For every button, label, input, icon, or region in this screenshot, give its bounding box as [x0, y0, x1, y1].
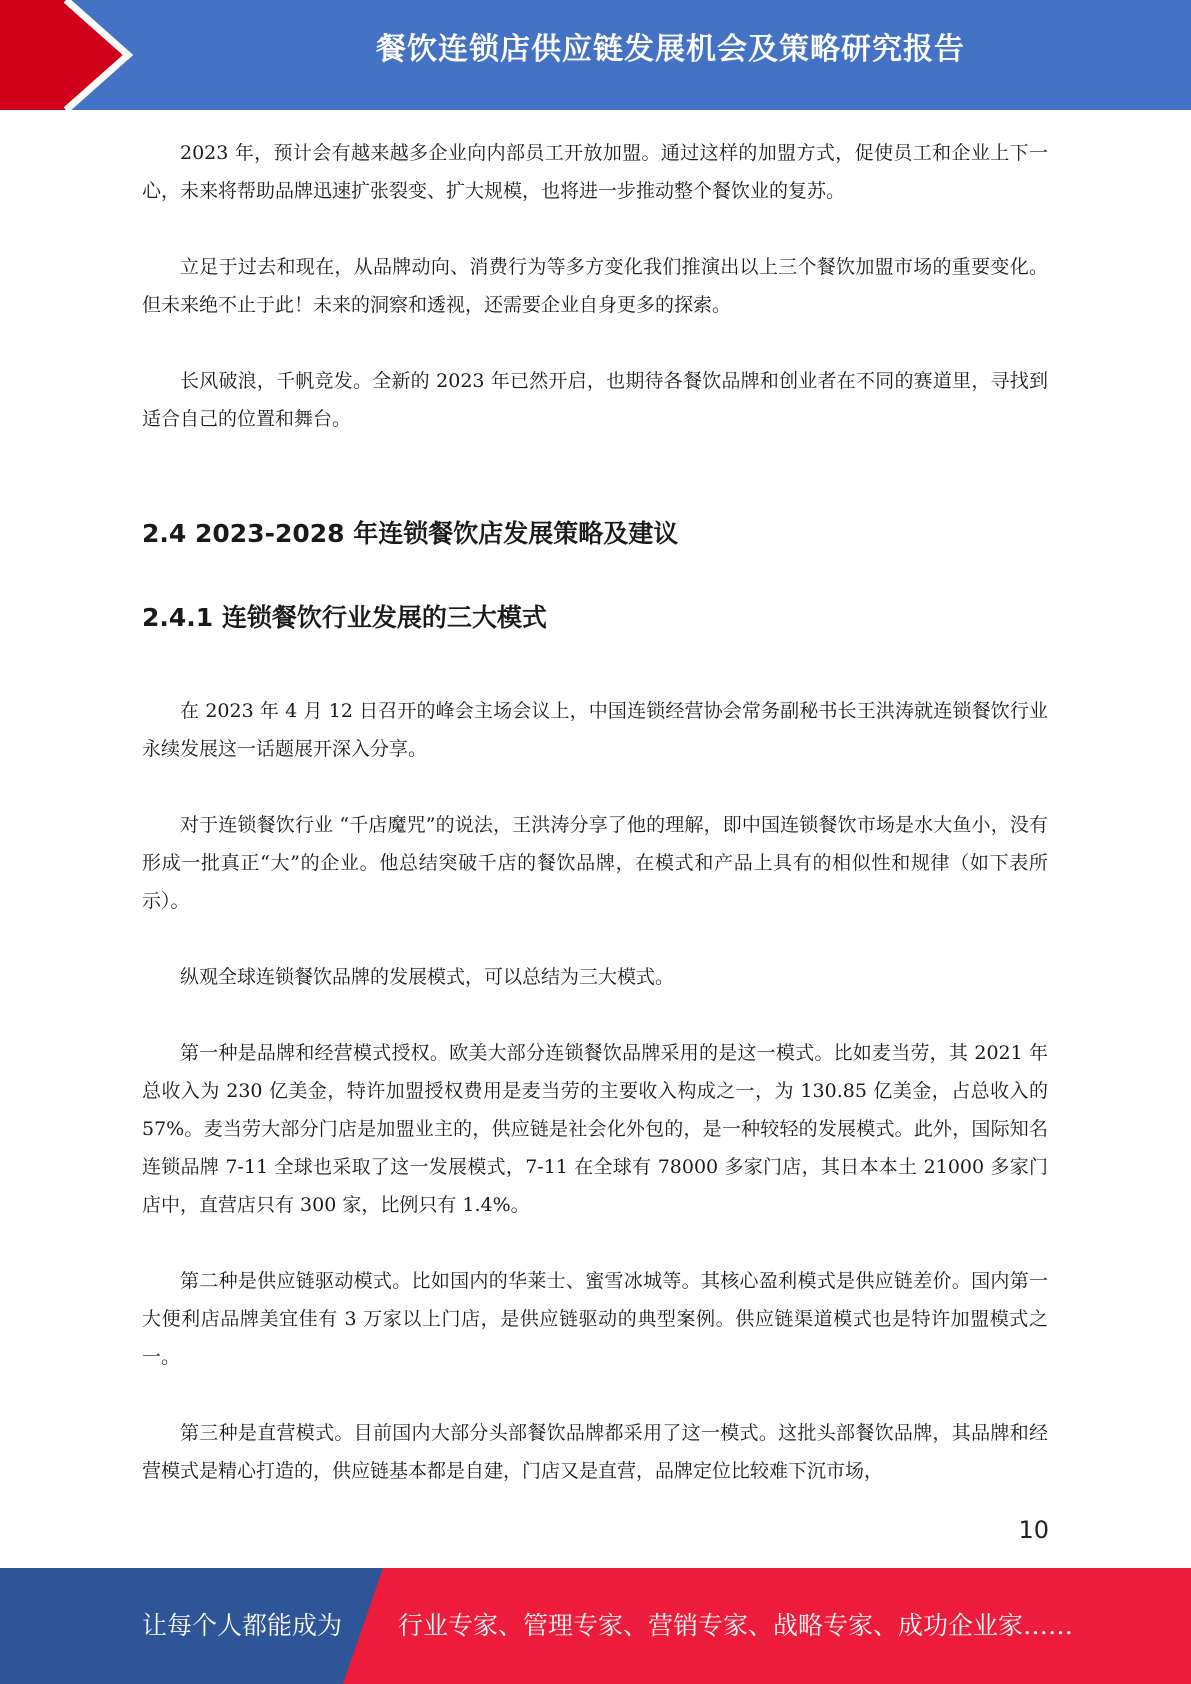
paragraph: 长风破浪，千帆竞发。全新的 2023 年已然开启，也期待各餐饮品牌和创业者在不同的赛道里，寻找到适合自己的位置和舞台。 [142, 370, 1048, 430]
header-banner [0, 0, 1191, 110]
paragraph: 立足于过去和现在，从品牌动向、消费行为等多方变化我们推演出以上三个餐饮加盟市场的重要变化。但未来绝不止于此！未来的洞察和透视，还需要企业自身更多的探索。 [142, 256, 1048, 316]
paragraph: 第一种是品牌和经营模式授权。欧美大部分连锁餐饮品牌采用的是这一模式。比如麦当劳，其 2021 年总收入为 230 亿美金，特许加盟授权费用是麦当劳的主要收入构成之一，为 130.85 亿美金，占总收入的 57%。麦当劳大部分门店是加盟业主的，供应链是社会化外包的，是一种较轻的发展模式。此外，国际知名连锁品牌 7-11 全球也采取了这一发展模式，7-11 在全球有 78000 多家门店，其日本本土 21000 多家门店中，直营店只有 300 家，比例只有 1.4%。 [142, 1042, 1048, 1216]
footer-slogan-right: 行业专家、管理专家、营销专家、战略专家、成功企业家…… [398, 1611, 1074, 1640]
page-number: 10 [1018, 1516, 1049, 1544]
paragraph: 第三种是直营模式。目前国内大部分头部餐饮品牌都采用了这一模式。这批头部餐饮品牌，其品牌和经营模式是精心打造的，供应链基本都是自建，门店又是直营，品牌定位比较难下沉市场， [142, 1422, 1048, 1482]
paragraph: 纵观全球连锁餐饮品牌的发展模式，可以总结为三大模式。 [180, 966, 675, 988]
header-arrow-icon [0, 0, 150, 110]
paragraph: 对于连锁餐饮行业 “千店魔咒”的说法，王洪涛分享了他的理解，即中国连锁餐饮市场是水大鱼小，没有形成一批真正“大”的企业。他总结突破千店的餐饮品牌，在模式和产品上具有的相似性和规律（如下表所示）。 [142, 814, 1048, 912]
subsection-heading: 2.4.1 连锁餐饮行业发展的三大模式 [142, 603, 547, 632]
paragraph: 在 2023 年 4 月 12 日召开的峰会主场会议上，中国连锁经营协会常务副秘书长王洪涛就连锁餐饮行业永续发展这一话题展开深入分享。 [142, 700, 1048, 760]
footer-slogan-left: 让每个人都能成为 [142, 1611, 343, 1640]
section-heading: 2.4 2023-2028 年连锁餐饮店发展策略及建议 [142, 519, 679, 548]
paragraph: 第二种是供应链驱动模式。比如国内的华莱士、蜜雪冰城等。其核心盈利模式是供应链差价。国内第一大便利店品牌美宜佳有 3 万家以上门店，是供应链驱动的典型案例。供应链渠道模式也是特许加盟模式之一。 [142, 1270, 1048, 1368]
paragraph: 2023 年，预计会有越来越多企业向内部员工开放加盟。通过这样的加盟方式，促使员工和企业上下一心，未来将帮助品牌迅速扩张裂变、扩大规模，也将进一步推动整个餐饮业的复苏。 [142, 142, 1048, 202]
footer-banner [0, 1568, 1191, 1684]
page-content [142, 134, 1048, 1528]
report-title: 餐饮连锁店供应链发展机会及策略研究报告 [376, 32, 965, 67]
